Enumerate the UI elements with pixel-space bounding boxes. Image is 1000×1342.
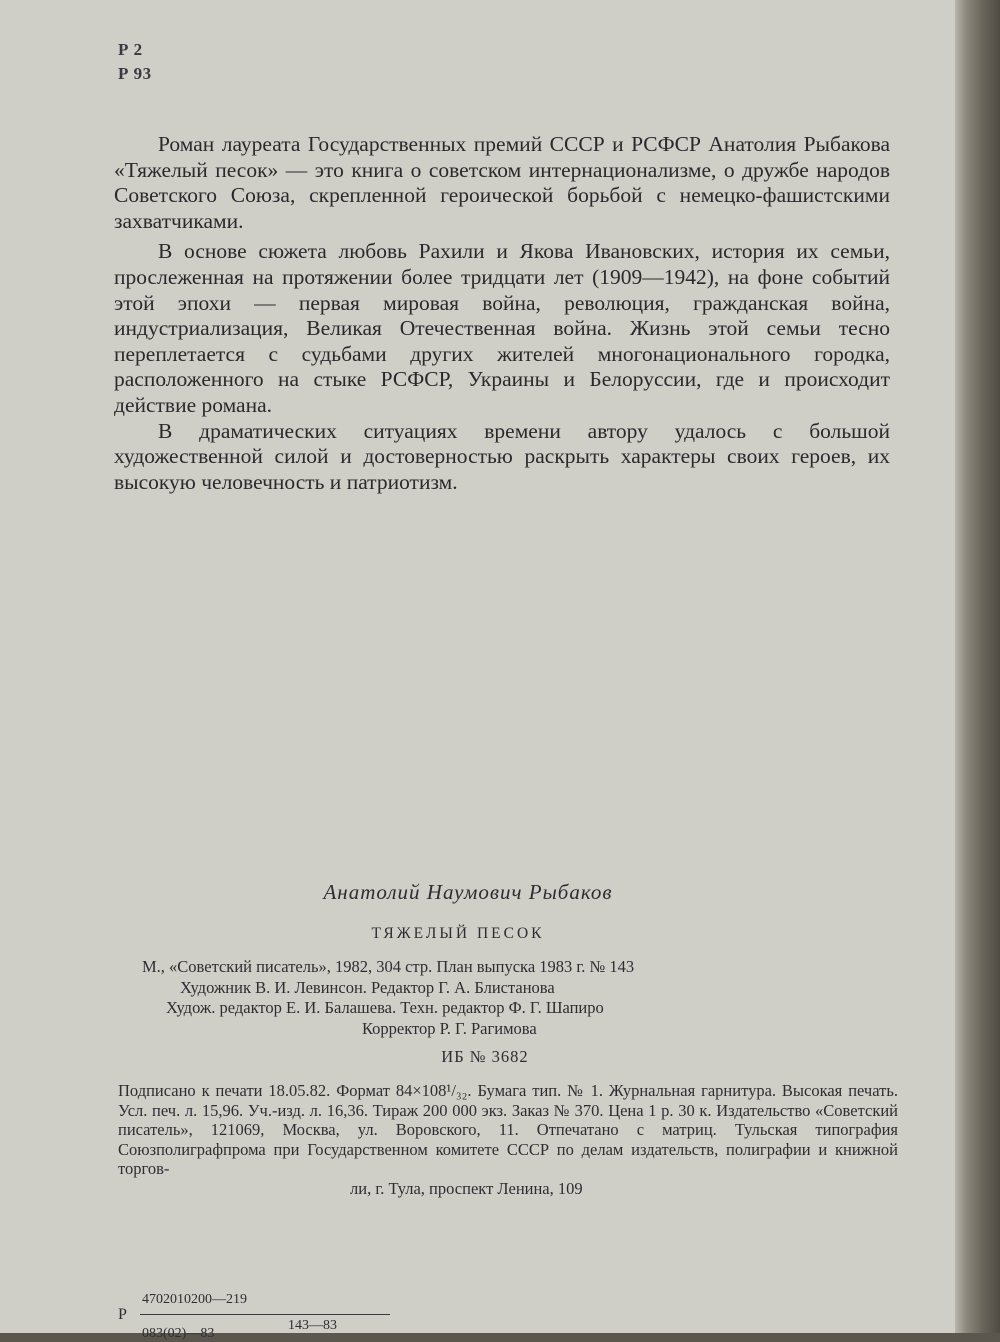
book-annotation	[114, 132, 890, 495]
annotation-paragraph: В основе сюжета любовь Рахили и Якова Ивановских, история их семьи, прослеженная на протяжении более тридцати лет (1909—1942), на фоне событий этой эпохи — первая мировая война, революция, гражданская война, индустриализация, Великая Отечественная война. Жизнь этой семьи тесно переплетается с судьбами других жителей многонационального городка, расположенного на стыке РСФСР, Украины и Белоруссии, где и происходит действие романа.	[114, 239, 890, 417]
catalog-numerator: 4702010200—219	[142, 1292, 247, 1307]
ib-number: ИБ № 3682	[441, 1047, 529, 1066]
author-name: Анатолий Наумович Рыбаков	[323, 880, 613, 904]
catalog-prefix: Р	[118, 1306, 127, 1323]
publisher-line: М., «Советский писатель», 1982, 304 стр. План выпуска 1983 г. № 143	[142, 957, 635, 976]
catalog-plan-number: 143—83	[288, 1318, 337, 1333]
art-tech-editor-line: Худож. редактор Е. И. Балашева. Техн. редактор Ф. Г. Шапиро	[166, 998, 604, 1017]
annotation-paragraph: В драматических ситуациях времени автору удалось с большой художественной силой и достоверностью раскрыть характеры своих героев, их высокую человечность и патриотизм.	[114, 418, 890, 494]
print-details	[118, 1081, 898, 1198]
udc-code-2: Р 93	[118, 64, 152, 83]
imprint-block	[118, 880, 898, 1198]
artist-editor-line: Художник В. И. Левинсон. Редактор Г. А. Блистанова	[180, 977, 555, 997]
catalog-denominator: 083(02)—83	[142, 1326, 215, 1341]
print-details-last-line: ли, г. Тула, проспект Ленина, 109	[350, 1178, 583, 1198]
proofreader-line: Корректор Р. Г. Рагимова	[362, 1018, 537, 1038]
udc-code-1: Р 2	[118, 40, 143, 59]
book-title: ТЯЖЕЛЫЙ ПЕСОК	[371, 925, 545, 942]
credits	[118, 957, 898, 1039]
catalog-index	[118, 1292, 378, 1341]
catalog-fraction-line	[140, 1314, 390, 1315]
annotation-paragraph: Роман лауреата Государственных премий СССР и РСФСР Анатолия Рыбакова «Тяжелый песок» — это книга о советском интернационализме, о дружбе народов Советского Союза, скрепленной героической борьбой с немецко-фашистскими захватчиками.	[114, 132, 890, 233]
page-edge	[955, 0, 1000, 1333]
print-details-text: Подписано к печати 18.05.82. Формат 84×108¹/₃₂. Бумага тип. № 1. Журнальная гарнитура. Высокая печать. Усл. печ. л. 15,96. Уч.-изд. л. 16,36. Тираж 200 000 экз. Заказ № 370. Цена 1 р. 30 к. Издательство «Советский писатель», 121069, Москва, ул. Воровского, 11. Отпечатано с матриц. Тульская типография Союзполиграфпрома при Государственном комитете СССР по делам издательств, полиграфии и книжной торгов-	[118, 1081, 898, 1178]
